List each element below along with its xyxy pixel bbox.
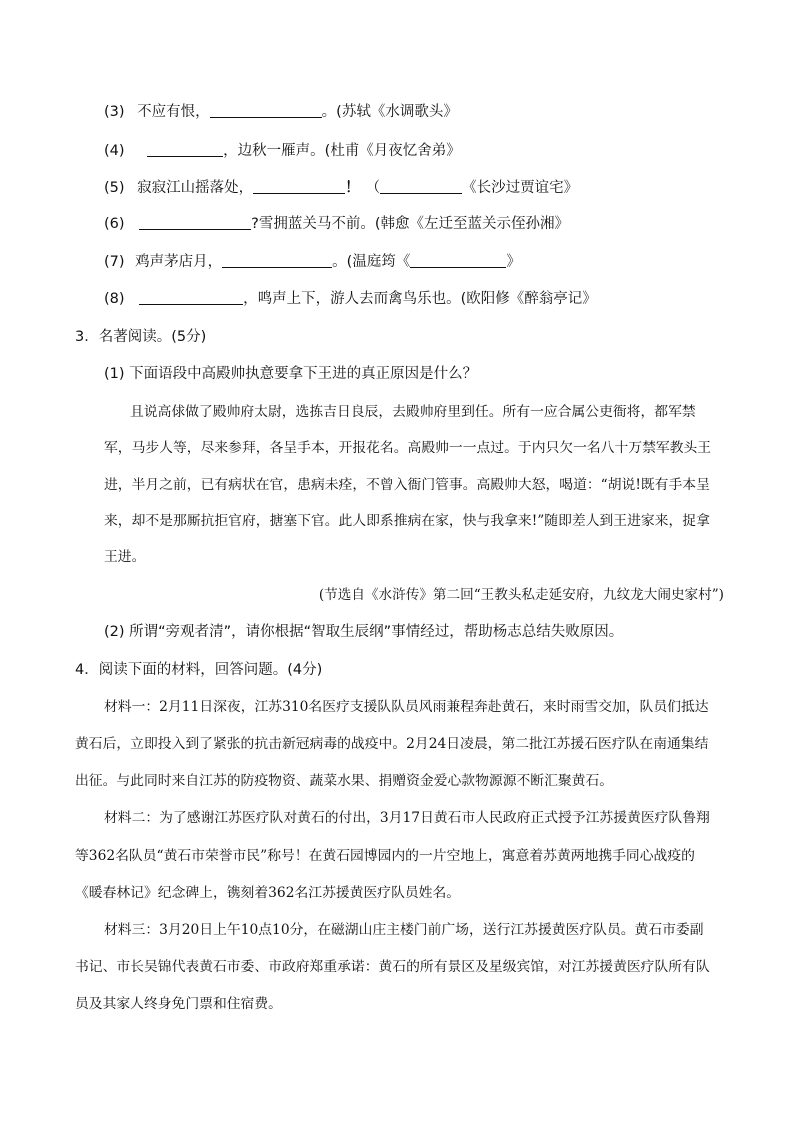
q3-sub-question-1: (1) 下面语段中高殿帅执意要拿下王进的真正原因是什么？ [104,366,478,382]
material-2-line: 《暖春林记》纪念碑上，镌刻着362名江苏援黄医疗队员姓名。 [75,885,461,901]
line-number: (3) [104,104,125,120]
q3-sub-question-2: (2) 所谓“旁观者清”，请你根据“智取生辰纲”事情经过，帮助杨志总结失败原因。 [104,624,624,640]
q2-line-3 [104,102,458,122]
passage-source: (节选自《水浒传》第二回“王教头私走延安府，九纹龙大闹史家村”) [318,587,724,603]
answer-blank[interactable] [410,253,506,268]
line-source: ?雪拥蓝关马不前。(韩愈《左迁至蓝关示侄孙湘》 [251,216,570,232]
answer-blank[interactable] [139,215,251,230]
q2-line-8 [104,289,597,309]
line-number: (5) [104,180,125,196]
material-3-line: 员及其家人终身免门票和住宿费。 [75,996,282,1012]
answer-blank[interactable] [253,179,345,194]
q2-line-4 [104,141,461,161]
line-number: (4) [104,143,125,159]
close-quote: 》 [506,254,521,270]
answer-blank[interactable] [147,142,223,157]
material-3-line: 材料三：3月20日上午10点10分，在磁湖山庄主楼门前广场，送行江苏援黄医疗队员。黄石市委副 [104,922,704,938]
answer-blank[interactable] [380,179,462,194]
q2-line-6 [104,214,569,234]
line-number: (7) [104,254,125,270]
answer-blank[interactable] [222,253,332,268]
line-source: 《长沙过贾谊宅》 [462,180,579,196]
material-3-line: 书记、市长吴锦代表黄石市委、市政府郑重承诺：黄石的所有景区及星级宾馆，对江苏援黄医疗队所有队 [75,959,710,975]
material-1-line: 材料一：2月11日深夜，江苏310名医疗支援队队员风雨兼程奔赴黄石，来时雨雪交加，队员们抵达 [104,699,709,715]
line-source: ，鸣声上下，游人去而禽鸟乐也。(欧阳修《醉翁亭记》 [243,291,597,307]
line-number: (8) [104,291,125,307]
q3-title: 3．名著阅读。(5分) [75,329,207,345]
q2-line-5 [104,178,578,198]
material-2-line: 等362名队员“黄石市荣誉市民”称号！在黄石园博园内的一片空地上，寓意着苏黄两地携手同心战疫的 [75,848,695,864]
line-source: 。(苏轼《水调歌头》 [321,104,458,120]
passage-line: 军，马步人等，尽来参拜，各呈手本，开报花名。高殿帅一一点过。于内只欠一名八十万禁军教头王 [104,440,712,456]
passage-line: 王进。 [104,549,146,565]
material-1-line: 出征。与此同时来自江苏的防疫物资、蔬菜水果、捐赠资金爱心款物源源不断汇聚黄石。 [75,773,614,789]
line-source: 。(温庭筠《 [332,254,411,270]
material-2-line: 材料二：为了感谢江苏医疗队对黄石的付出，3月17日黄石市人民政府正式授予江苏援黄医疗队鲁翔 [104,810,710,826]
exclamation: ！ [345,180,360,196]
answer-blank[interactable] [210,103,322,118]
q2-line-7 [104,252,521,272]
line-prefix: 鸡声茅店月， [135,254,223,270]
q4-title: 4．阅读下面的材料，回答问题。(4分) [75,662,323,678]
passage-line: 来，却不是那厮抗拒官府，搪塞下官。此人即系推病在家，快与我拿来!”随即差人到王进家来，捉拿 [104,513,710,529]
line-prefix: 不应有恨， [137,104,210,120]
material-1-line: 黄石后，立即投入到了紧张的抗击新冠病毒的战疫中。2月24日凌晨，第二批江苏援石医疗队在南通集结 [75,736,709,752]
passage-line: 且说高俅做了殿帅府太尉，选拣吉日良辰，去殿帅府里到任。所有一应合属公吏衙将，都军禁 [130,404,696,420]
open-paren: （ [365,180,381,196]
line-prefix: 寂寂江山摇落处， [137,180,254,196]
answer-blank[interactable] [139,290,243,305]
passage-line: 进，半月之前，已有病状在官，患病未痊，不曾入衙门管事。高殿帅大怒，喝道：“胡说!既有手本呈 [104,477,710,493]
line-source: ，边秋一雁声。(杜甫《月夜忆舍弟》 [223,143,461,159]
line-number: (6) [104,216,125,232]
